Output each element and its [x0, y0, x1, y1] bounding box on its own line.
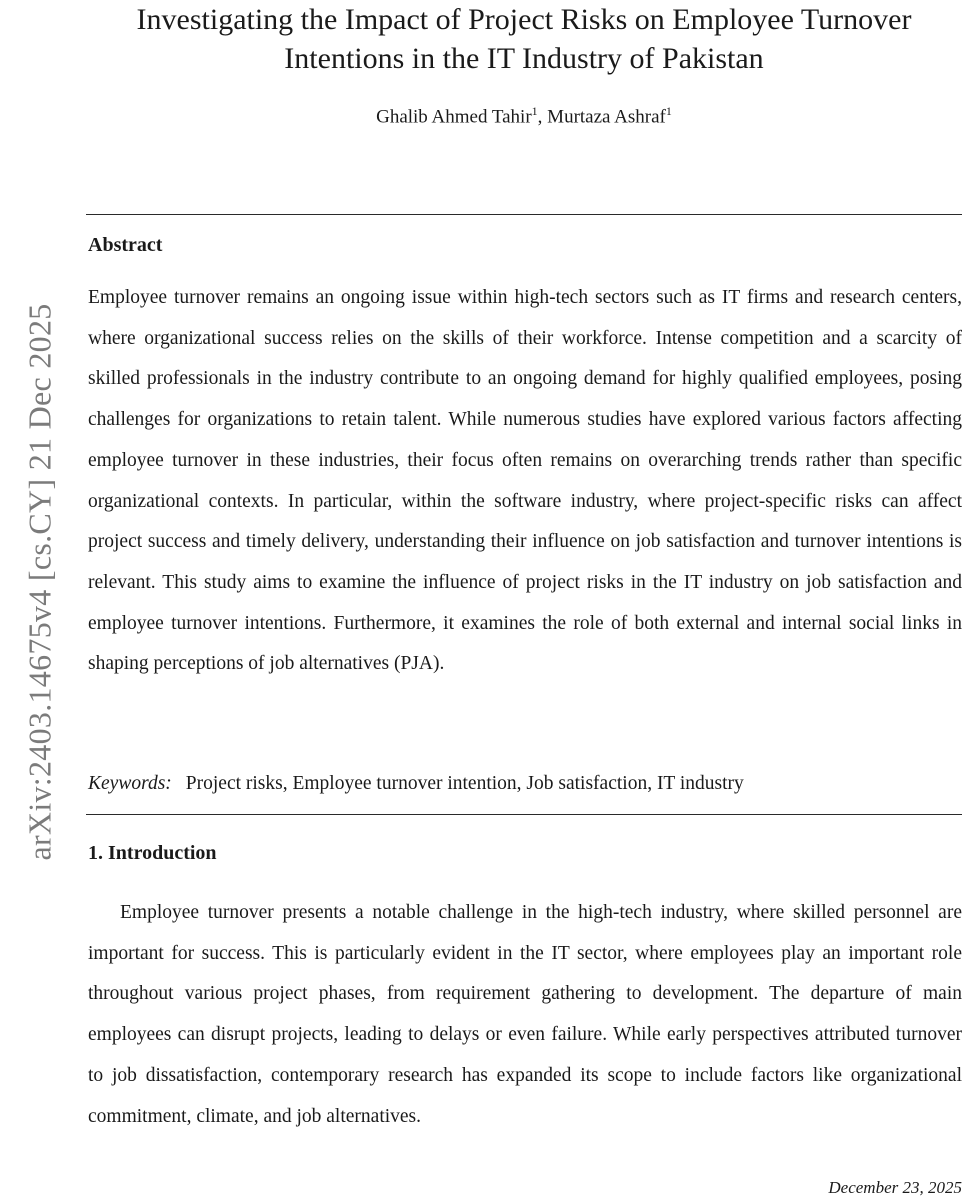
keywords-label: Keywords:: [88, 773, 172, 794]
author-list: [86, 104, 962, 128]
abstract-text: Employee turnover remains an ongoing issue within high-tech sectors such as IT firms and research centers, where organizational success relies on the skills of their workforce. Intense competition and a scarcity of skilled professionals in the industry contribute to an ongoing demand for highly qualified employees, posing challenges for organizations to retain talent. While numerous studies have explored various factors affecting employee turnover in these industries, their focus often remains on overarching trends rather than specific organizational contexts. In particular, within the software industry, where project-specific risks can affect project success and timely delivery, understanding their influence on job satisfaction and turnover intentions is relevant. This study aims to examine the influence of project risks in the IT industry on job satisfaction and employee turnover intentions. Furthermore, it examines the role of both external and internal social links in shaping perceptions of job alternatives (PJA).: [88, 287, 962, 675]
arxiv-identifier: arXiv:2403.14675v4 [cs.CY] 21 Dec 2025: [21, 303, 58, 861]
abstract-heading: Abstract: [88, 234, 163, 256]
author-name: Ghalib Ahmed Tahir: [376, 106, 532, 128]
author-separator: ,: [537, 106, 548, 128]
introduction-text: Employee turnover presents a notable challenge in the high-tech industry, where skilled personnel are important for success. This is particularly evident in the IT sector, where employees play an important role throughout various project phases, from requirement gathering to development. The departure of main employees can disrupt projects, leading to delays or even failure. While early perspectives attributed turnover to job dissatisfaction, contemporary research has expanded its scope to include factors like organizational commitment, climate, and job alternatives.: [88, 902, 962, 1127]
abstract-bottom-rule: [86, 814, 962, 815]
footer-date: December 23, 2025: [828, 1178, 962, 1197]
top-rule: [86, 214, 962, 215]
title-line-2: Intentions in the IT Industry of Pakistan: [284, 42, 764, 75]
keywords-text: Project risks, Employee turnover intention, Job satisfaction, IT industry: [185, 773, 744, 794]
introduction-heading: 1. Introduction: [88, 842, 217, 864]
paper-title: [86, 0, 962, 78]
author-affiliation: 1: [531, 104, 538, 118]
keywords-line: [88, 768, 962, 800]
author-affiliation: 1: [665, 104, 672, 118]
title-line-1: Investigating the Impact of Project Risks on Employee Turnover: [136, 3, 912, 36]
author-name: Murtaza Ashraf: [547, 106, 666, 128]
